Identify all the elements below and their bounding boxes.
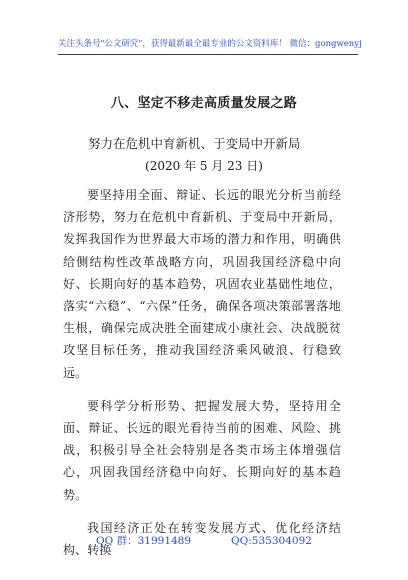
body-paragraph-1: 要坚持用全面、辩证、长远的眼光分析当前经济形势，努力在危机中育新机、于变局中开新局，发挥我国作为世界最大市场的潜力和作用，明确供给侧结构性改革战略方向，巩固我国经济稳中向好、长期向好的基本趋势，巩固农业基础性地位，落实“六稳”、“六保”任务，确保各项决策部署落地生根，确保完成决胜全面建成小康社会、决战脱贫攻坚目标任务，推动我国经济乘风破浪、行稳致远。 xyxy=(63,188,341,380)
document-body xyxy=(63,184,341,572)
footer-contact xyxy=(0,533,408,548)
footer-qq-group: QQ 群：31991489 xyxy=(96,535,192,547)
header-divider xyxy=(58,54,358,55)
document-title: 八、坚定不移走高质量发展之路 xyxy=(110,96,298,111)
footer-qq-number: QQ:535304092 xyxy=(231,535,312,547)
body-paragraph-3: 我国经济正处在转变发展方式、优化经济结构、转换 xyxy=(63,520,341,558)
body-paragraph-2: 要科学分析形势、把握发展大势，坚持用全面、辩证、长远的眼光看待当前的困难、风险、挑战，积极引导全社会特别是各类市场主体增强信心，巩固我国经济稳中向好、长期向好的基本趋势。 xyxy=(63,398,341,502)
header-notice: 关注头条号"公文研究"，获得最新最全最专业的公文资料库！ 微信：gongwenyj xyxy=(58,39,362,49)
document-date: (2020 年 5 月 23 日) xyxy=(145,159,263,173)
document-subtitle: 努力在危机中育新机、于变局中开新局 xyxy=(88,136,301,151)
